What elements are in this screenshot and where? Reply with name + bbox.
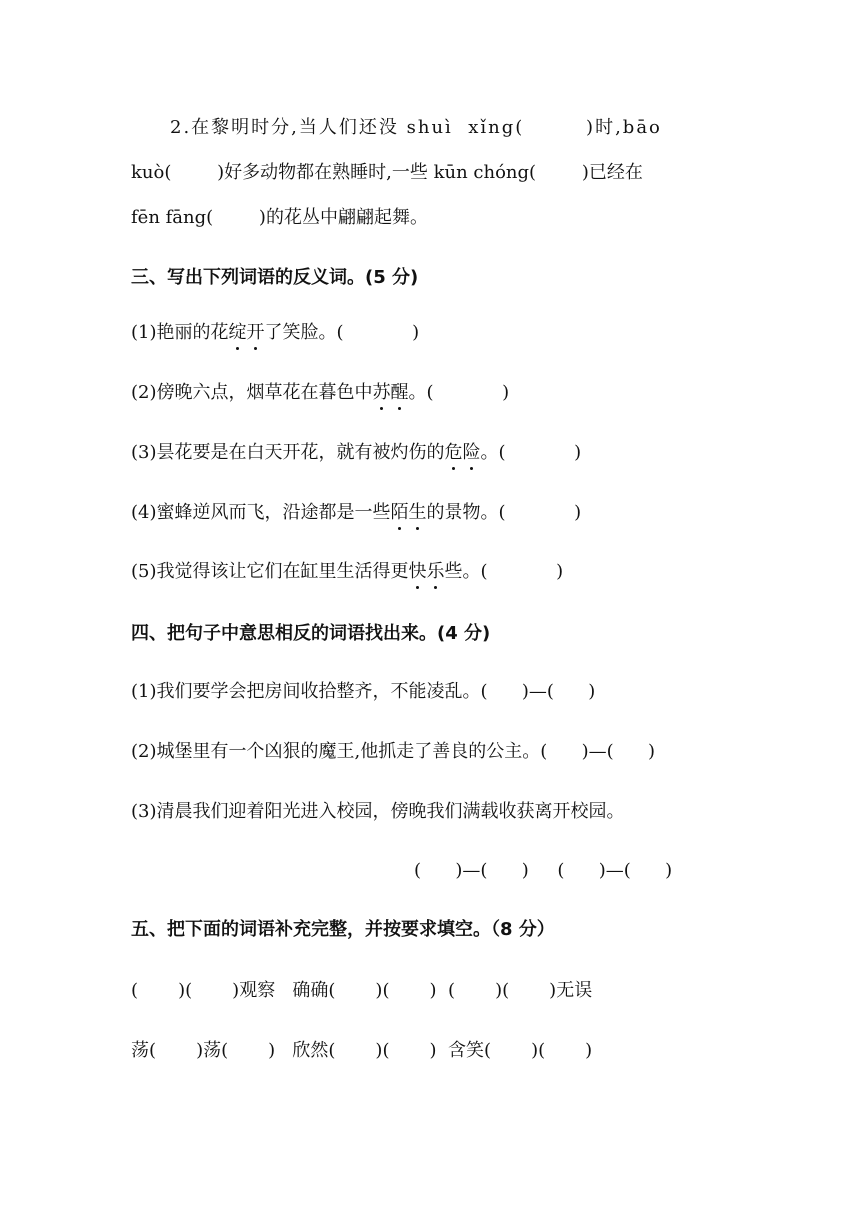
s3-item-2: (2)傍晚六点，烟草花在暮色中苏醒。( ) xyxy=(131,382,510,403)
s5-row-1: ( )( )观察 确确( )( ) ( )( )无误 xyxy=(131,980,593,1001)
s4-item-3: (3)清晨我们迎着阳光进入校园，傍晚我们满载收获离开校园。 xyxy=(131,801,625,822)
q2-line-1: 2.在黎明时分,当人们还没 shuì xǐng( )时,bāo xyxy=(170,117,662,138)
s3-item-5: (5)我觉得该让它们在缸里生活得更快乐些。( ) xyxy=(131,561,564,582)
q2-line-2: kuò( )好多动物都在熟睡时,一些 kūn chóng( )已经在 xyxy=(131,162,643,183)
section-5-title: 五、把下面的词语补充完整，并按要求填空。（8 分） xyxy=(131,919,555,940)
s3-item-1: (1)艳丽的花绽开了笑脸。( ) xyxy=(131,322,420,343)
q2-line-3: fēn fāng( )的花丛中翩翩起舞。 xyxy=(131,207,428,228)
s3-item-4: (4)蜜蜂逆风而飞，沿途都是一些陌生的景物。( ) xyxy=(131,502,582,523)
s4-item-2: (2)城堡里有一个凶狠的魔王,他抓走了善良的公主。( )—( ) xyxy=(131,741,655,762)
s4-item-1: (1)我们要学会把房间收拾整齐，不能凌乱。( )—( ) xyxy=(131,681,596,702)
section-4-title: 四、把句子中意思相反的词语找出来。(4 分) xyxy=(131,623,491,644)
section-3-title: 三、写出下列词语的反义词。(5 分) xyxy=(131,267,419,288)
s3-item-3: (3)昙花要是在白天开花，就有被灼伤的危险。( ) xyxy=(131,442,582,463)
s4-item-3-answers: ( )—( ) ( )—( ) xyxy=(414,860,673,881)
s5-row-2: 荡( )荡( ) 欣然( )( ) 含笑( )( ) xyxy=(131,1040,593,1061)
